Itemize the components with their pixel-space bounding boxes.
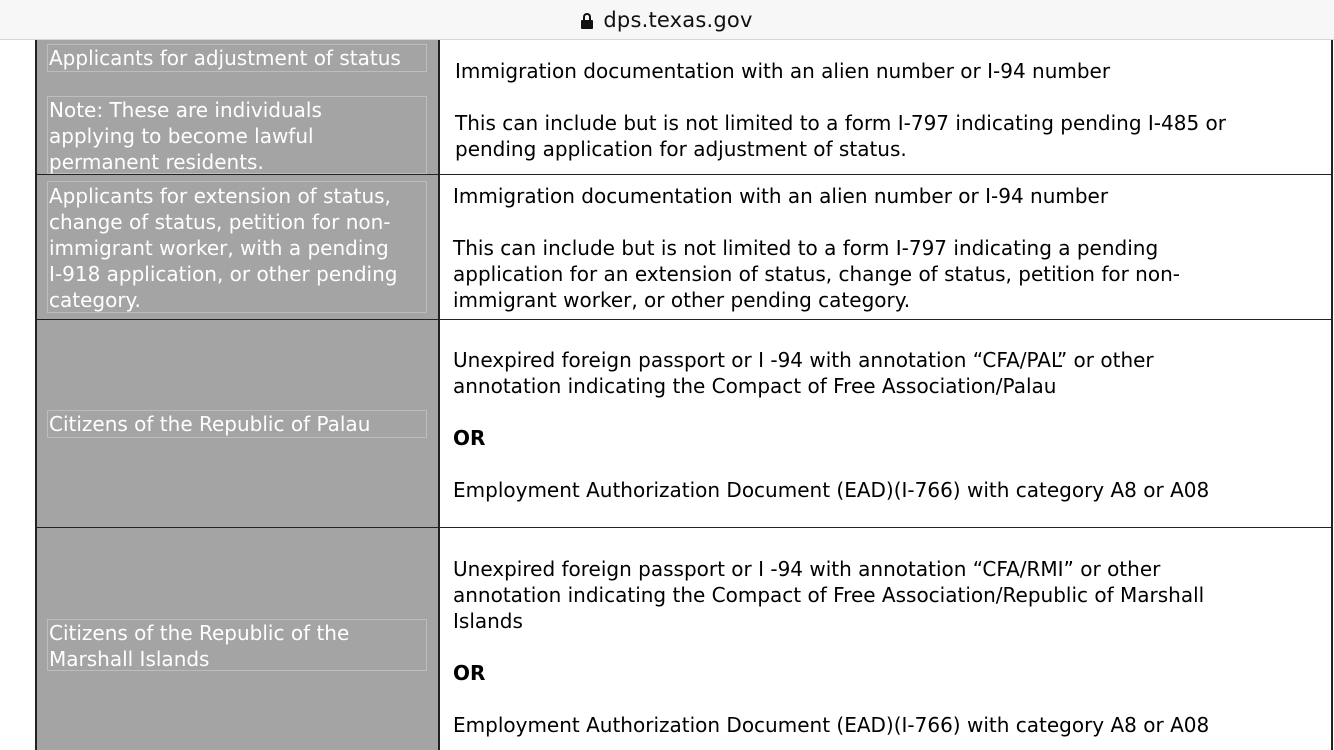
category-line xyxy=(49,71,401,97)
category-line: applying to become lawful xyxy=(49,124,314,148)
category-line: category. xyxy=(49,288,141,312)
documentation-cell xyxy=(440,320,1331,527)
doc-line: Immigration documentation with an alien number or I-94 number xyxy=(453,184,1109,208)
doc-line: This can include but is not limited to a form I-797 indicating pending I-485 or xyxy=(455,111,1227,135)
category-line: Citizens of the Republic of the xyxy=(49,621,350,645)
category-cell xyxy=(37,528,440,750)
category-cell xyxy=(37,320,440,527)
lock-icon xyxy=(581,13,593,29)
category-line: Marshall Islands xyxy=(49,647,210,671)
or-separator: OR xyxy=(453,661,486,685)
doc-line: Employment Authorization Document (EAD)(I-766) with category A8 or A08 xyxy=(453,713,1210,737)
category-line: change of status, petition for non- xyxy=(49,210,391,234)
category-cell xyxy=(37,40,440,174)
doc-line xyxy=(453,686,1209,712)
doc-line: pending application for adjustment of status. xyxy=(455,137,907,161)
doc-line: immigrant worker, or other pending category. xyxy=(453,288,911,312)
table-row xyxy=(37,40,1331,174)
doc-line: annotation indicating the Compact of Free Association/Palau xyxy=(453,374,1057,398)
doc-line: Immigration documentation with an alien number or I-94 number xyxy=(455,59,1111,83)
url-text[interactable]: dps.texas.gov xyxy=(603,7,753,32)
category-line: immigrant worker, with a pending xyxy=(49,236,389,260)
table-row xyxy=(37,528,1331,750)
category-line: Citizens of the Republic of Palau xyxy=(49,412,371,436)
doc-line xyxy=(453,399,1209,425)
address-bar-content xyxy=(581,0,752,40)
doc-line: Islands xyxy=(453,609,523,633)
doc-line xyxy=(453,209,1180,235)
doc-line xyxy=(455,84,1226,110)
documentation-cell xyxy=(440,528,1331,750)
category-line: Note: These are individuals xyxy=(49,98,322,122)
documentation-cell xyxy=(440,175,1331,319)
address-bar[interactable] xyxy=(0,0,1334,40)
doc-line: Employment Authorization Document (EAD)(I-766) with category A8 or A08 xyxy=(453,478,1210,502)
doc-line: application for an extension of status, change of status, petition for non- xyxy=(453,262,1180,286)
table-row xyxy=(37,320,1331,527)
table-row xyxy=(37,175,1331,319)
doc-line xyxy=(453,634,1209,660)
doc-line: annotation indicating the Compact of Free Association/Republic of Marshall xyxy=(453,583,1205,607)
or-separator: OR xyxy=(453,426,486,450)
category-cell xyxy=(37,175,440,319)
doc-line xyxy=(453,451,1209,477)
doc-line: Unexpired foreign passport or I -94 with annotation “CFA/PAL” or other xyxy=(453,348,1154,372)
doc-line: Unexpired foreign passport or I -94 with annotation “CFA/RMI” or other xyxy=(453,557,1161,581)
category-line: I-918 application, or other pending xyxy=(49,262,398,286)
category-line: Applicants for adjustment of status xyxy=(49,46,401,70)
category-line: permanent residents. xyxy=(49,150,264,174)
doc-line: This can include but is not limited to a form I-797 indicating a pending xyxy=(453,236,1159,260)
documentation-cell xyxy=(440,40,1331,174)
document-table xyxy=(35,40,1333,750)
category-line: Applicants for extension of status, xyxy=(49,184,391,208)
